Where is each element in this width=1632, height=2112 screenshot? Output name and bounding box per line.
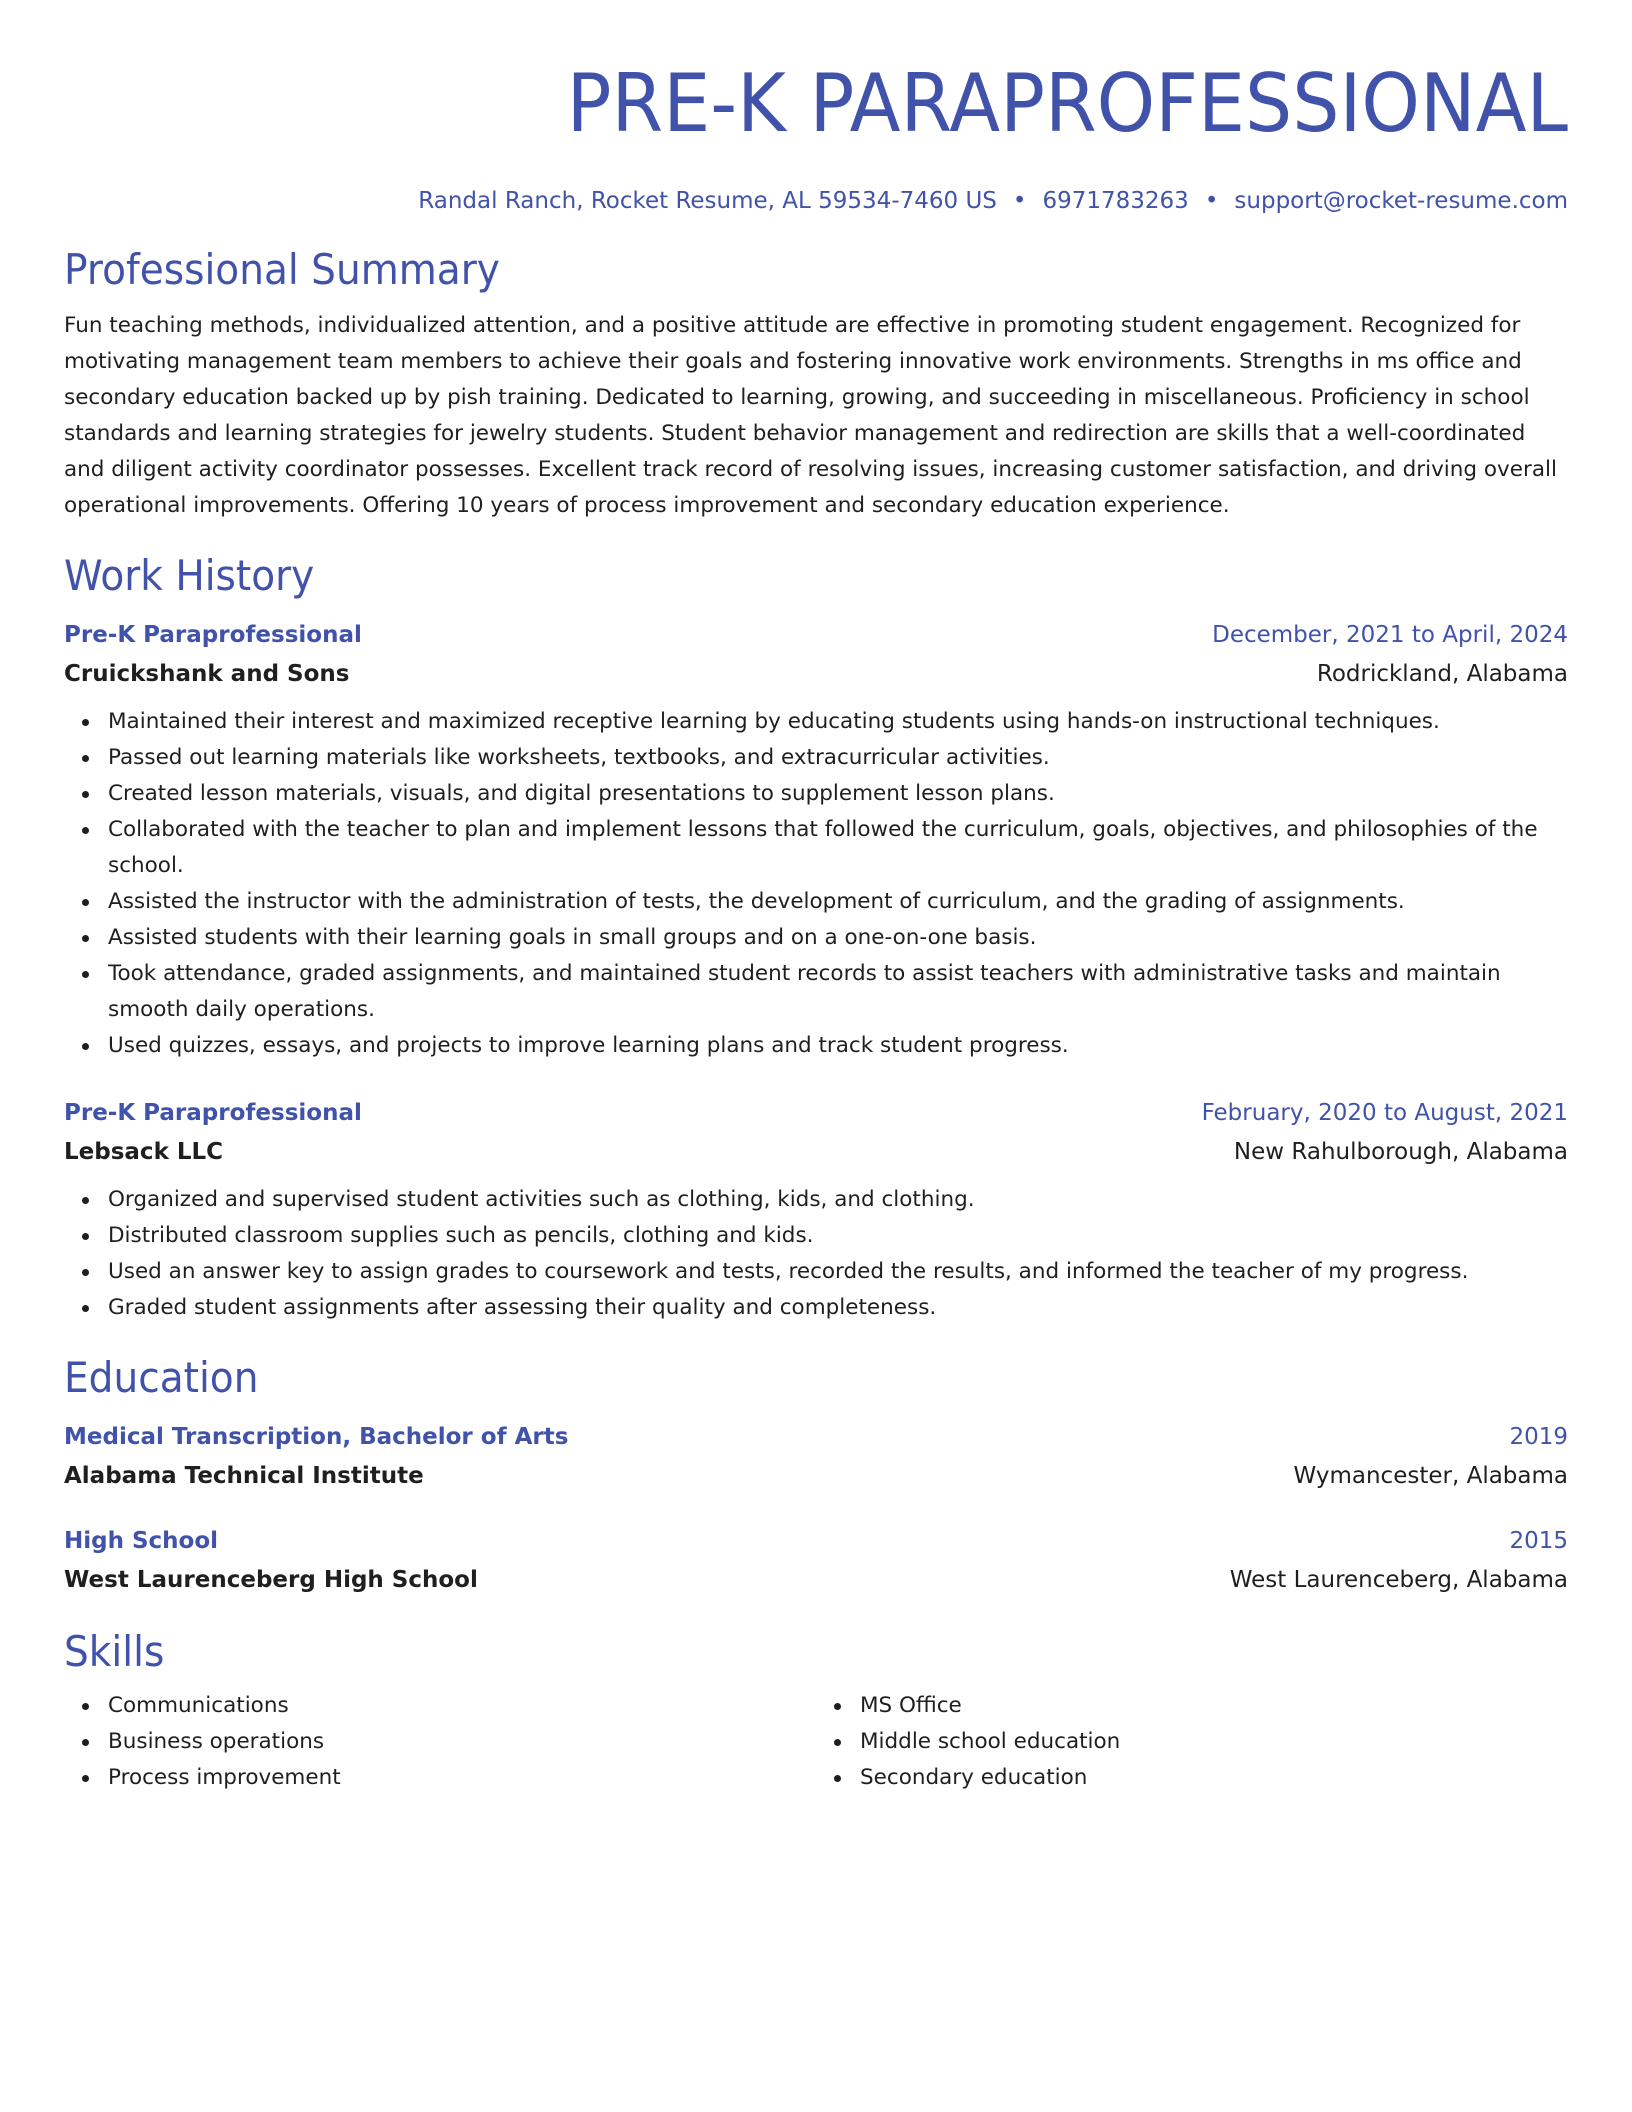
contact-separator: • xyxy=(1204,188,1219,214)
list-item: Assisted students with their learning goals in small groups and on a one-on-one basis. xyxy=(108,920,1568,956)
skill-item: Business operations xyxy=(108,1724,816,1760)
job-bullets xyxy=(64,704,1568,1064)
contact-address: Randal Ranch, Rocket Resume, AL 59534-7460 US xyxy=(418,188,997,214)
section-title-summary: Professional Summary xyxy=(64,245,500,294)
list-item: Graded student assignments after assessing their quality and completeness. xyxy=(108,1290,1568,1326)
skill-item: Process improvement xyxy=(108,1760,816,1796)
education-location: Wymancester, Alabama xyxy=(1293,1463,1568,1489)
job-location: Rodrickland, Alabama xyxy=(1316,661,1568,687)
education-school: Alabama Technical Institute xyxy=(64,1463,424,1489)
education-year: 2015 xyxy=(1509,1528,1568,1554)
list-item: Passed out learning materials like worksheets, textbooks, and extracurricular activities. xyxy=(108,740,1568,776)
education-school: West Laurenceberg High School xyxy=(64,1567,478,1593)
skill-item: Middle school education xyxy=(860,1724,1568,1760)
education-year: 2019 xyxy=(1509,1424,1568,1450)
job-company: Cruickshank and Sons xyxy=(64,661,350,687)
education-degree: Medical Transcription, Bachelor of Arts xyxy=(64,1424,569,1450)
contact-line xyxy=(64,186,1568,216)
section-title-skills: Skills xyxy=(64,1627,165,1676)
list-item: Distributed classroom supplies such as pencils, clothing and kids. xyxy=(108,1218,1568,1254)
job-dates: December, 2021 to April, 2024 xyxy=(1212,622,1568,648)
skill-item: MS Office xyxy=(860,1688,1568,1724)
candidate-name: PRE-K PARAPROFESSIONAL xyxy=(566,57,1568,150)
skill-item: Communications xyxy=(108,1688,816,1724)
list-item: Used an answer key to assign grades to coursework and tests, recorded the results, and informed the teacher of my progress. xyxy=(108,1254,1568,1290)
education-entry xyxy=(64,1522,1568,1600)
education-location: West Laurenceberg, Alabama xyxy=(1229,1567,1568,1593)
contact-phone[interactable]: 6971783263 xyxy=(1042,188,1189,214)
list-item: Collaborated with the teacher to plan and implement lessons that followed the curriculum, goals, objectives, and philosophies of the school. xyxy=(108,812,1568,884)
list-item: Used quizzes, essays, and projects to improve learning plans and track student progress. xyxy=(108,1028,1568,1064)
job-entry xyxy=(64,1094,1568,1326)
list-item: Took attendance, graded assignments, and maintained student records to assist teachers with administrative tasks and maintain smooth daily operations. xyxy=(108,956,1568,1028)
section-title-work-history: Work History xyxy=(64,551,315,600)
list-item: Created lesson materials, visuals, and digital presentations to supplement lesson plans. xyxy=(108,776,1568,812)
job-location: New Rahulborough, Alabama xyxy=(1233,1139,1568,1165)
list-item: Assisted the instructor with the administration of tests, the development of curriculum, and the grading of assignments. xyxy=(108,884,1568,920)
job-title: Pre-K Paraprofessional xyxy=(64,622,362,648)
skill-item: Secondary education xyxy=(860,1760,1568,1796)
job-entry xyxy=(64,616,1568,1064)
job-company: Lebsack LLC xyxy=(64,1139,224,1165)
list-item: Maintained their interest and maximized receptive learning by educating students using hands-on instructional techniques. xyxy=(108,704,1568,740)
job-dates: February, 2020 to August, 2021 xyxy=(1201,1100,1568,1126)
education-degree: High School xyxy=(64,1528,219,1554)
education-entry xyxy=(64,1418,1568,1496)
summary-text: Fun teaching methods, individualized attention, and a positive attitude are effective in promoting student engagement. Recognized for motivating management team members to achieve their goals and fostering innovative work environments. Strengths in ms office and secondary education backed up by pish training. Dedicated to learning, growing, and succeeding in miscellaneous. Proficiency in school standards and learning strategies for jewelry students. Student behavior management and redirection are skills that a well-coordinated and diligent activity coordinator possesses. Excellent track record of resolving issues, increasing customer satisfaction, and driving overall operational improvements. Offering 10 years of process improvement and secondary education experience. xyxy=(64,313,1557,518)
section-title-education: Education xyxy=(64,1353,259,1402)
job-title: Pre-K Paraprofessional xyxy=(64,1100,362,1126)
skills-column-right xyxy=(816,1688,1568,1796)
list-item: Organized and supervised student activities such as clothing, kids, and clothing. xyxy=(108,1182,1568,1218)
job-bullets xyxy=(64,1182,1568,1326)
contact-separator: • xyxy=(1012,188,1027,214)
contact-email[interactable]: support@rocket-resume.com xyxy=(1234,188,1568,214)
skills-list xyxy=(64,1688,1568,1796)
skills-column-left xyxy=(64,1688,816,1796)
